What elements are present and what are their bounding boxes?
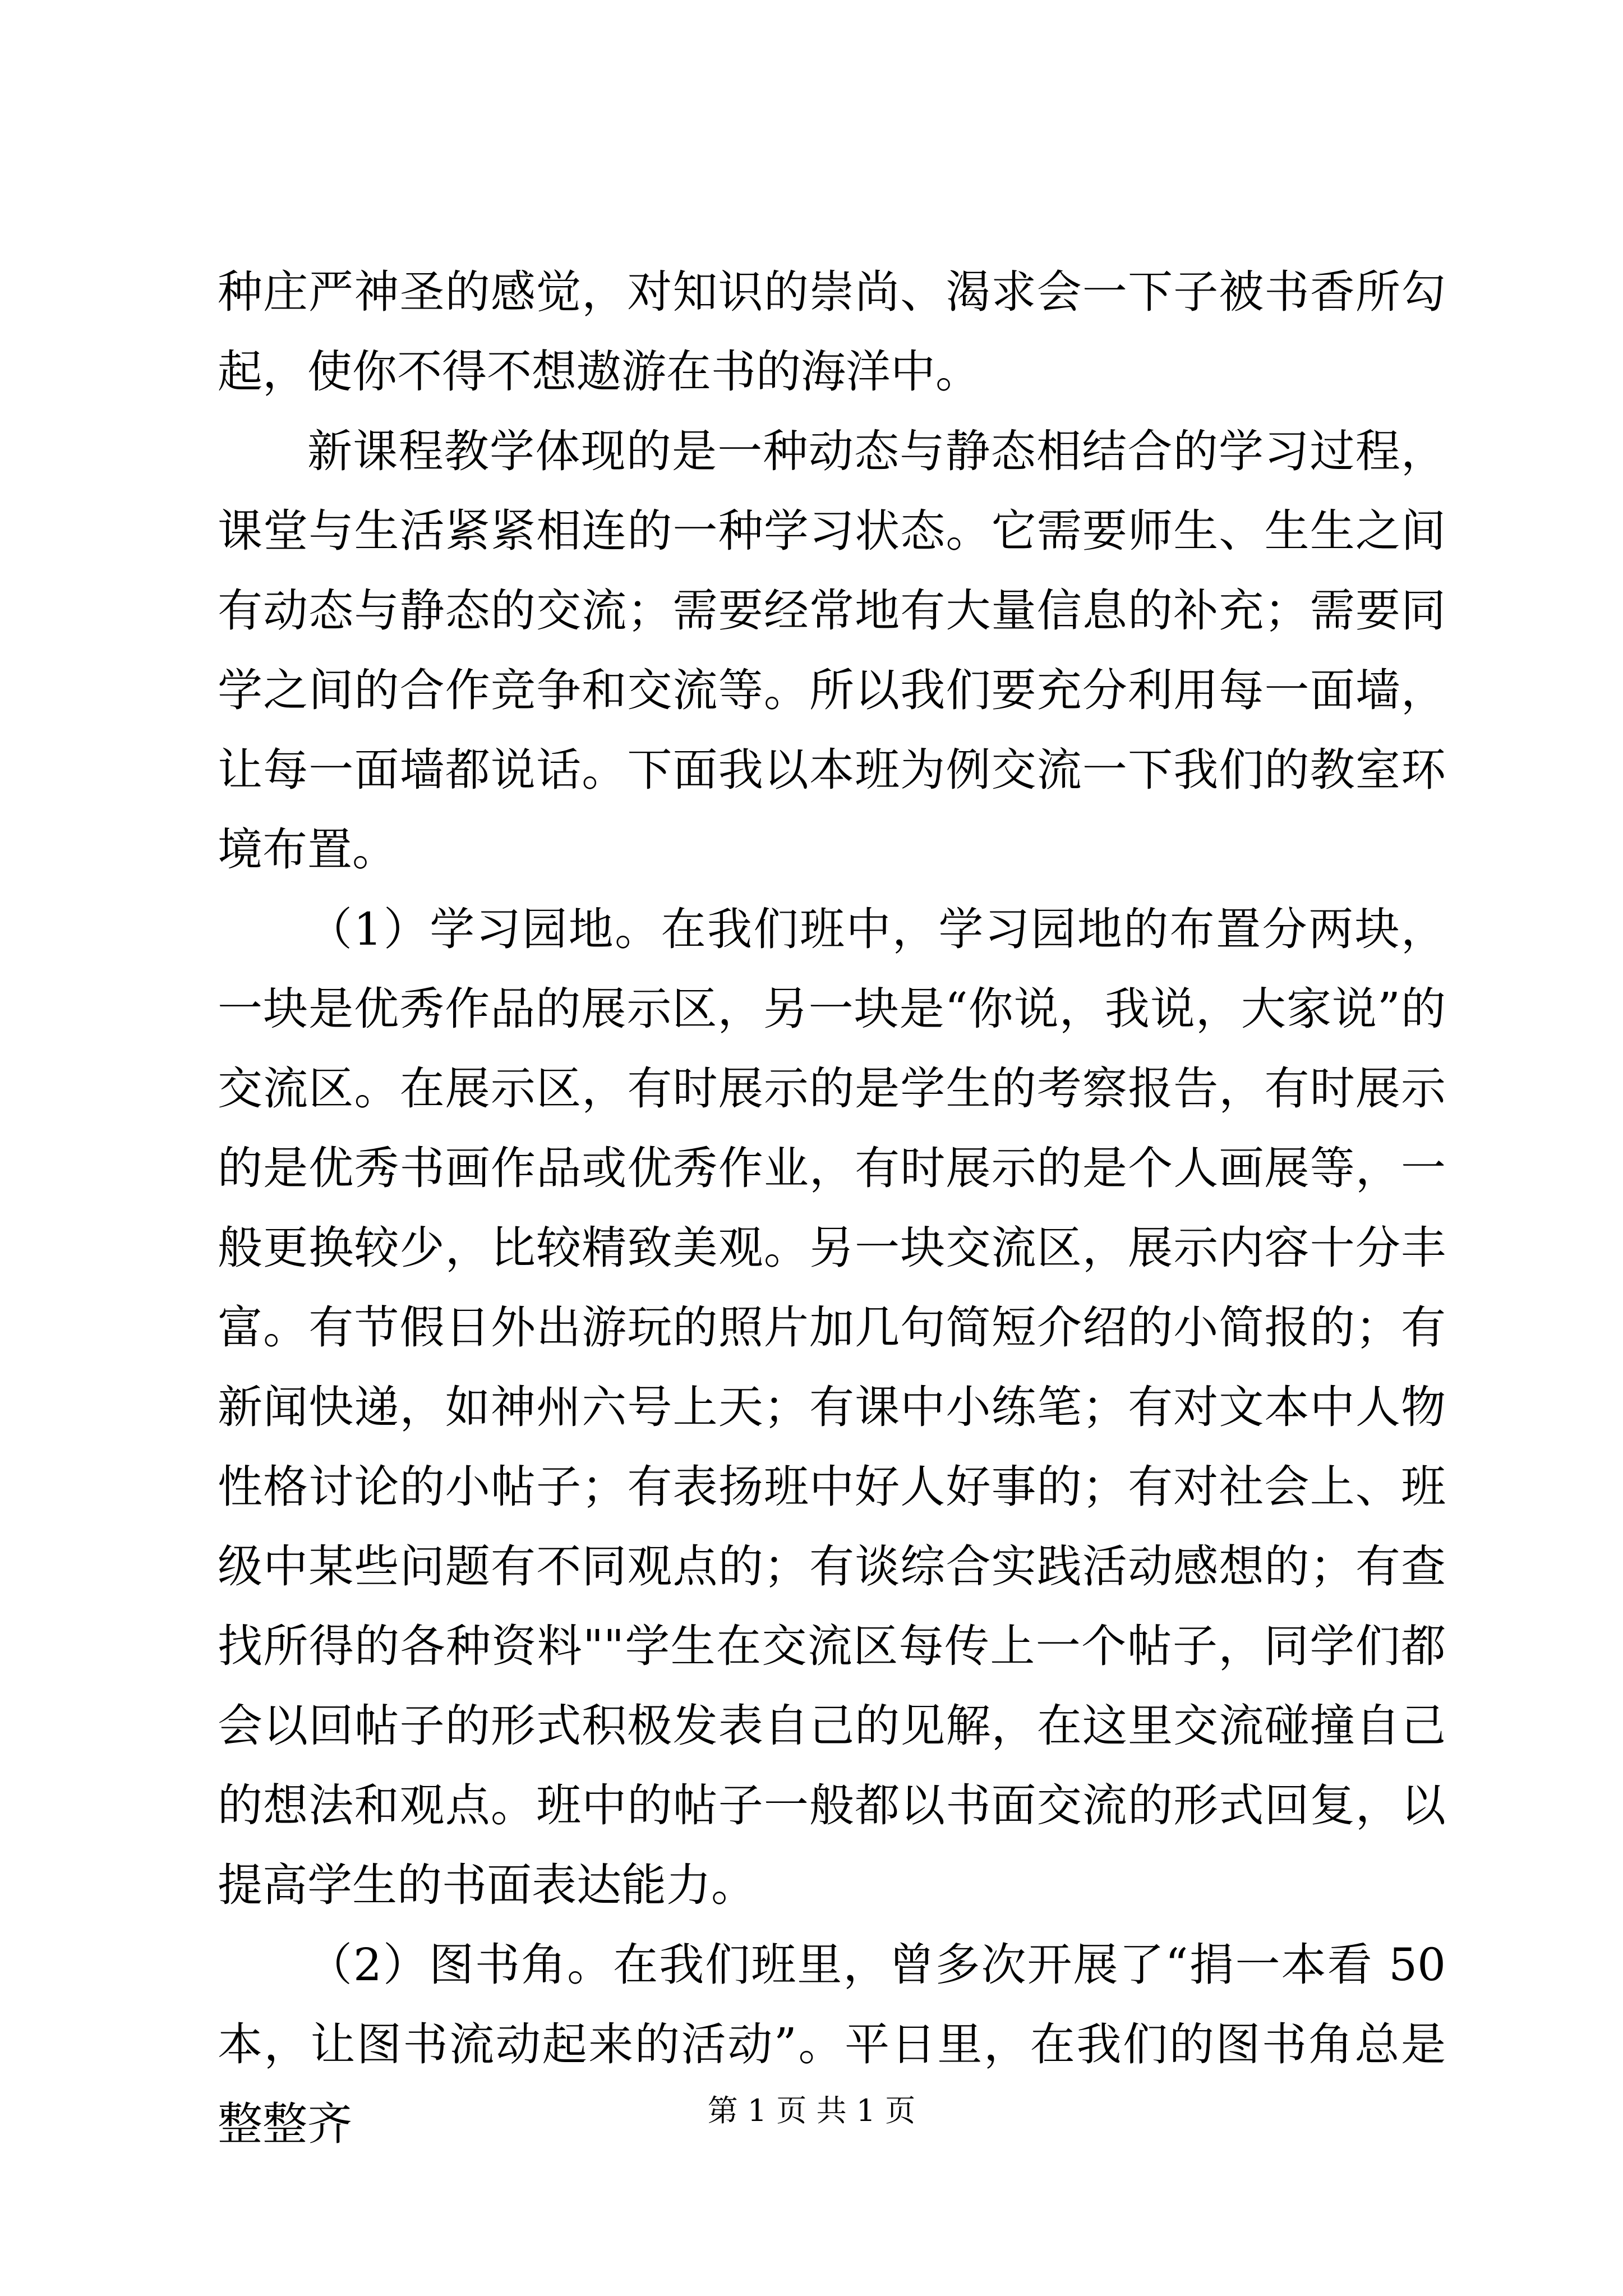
page-footer: 第 1 页 共 1 页 [707, 2093, 916, 2128]
paragraph-1: 种庄严神圣的感觉，对知识的崇尚、渴求会一下子被书香所勾起，使你不得不想遨游在书的海洋中。 [218, 266, 1446, 398]
paragraph-2: 新课程教学体现的是一种动态与静态相结合的学习过程，课堂与生活紧紧相连的一种学习状态。它需要师生、生生之间有动态与静态的交流；需要经常地有大量信息的补充；需要同学之间的合作竞争和交流等。所以我们要充分利用每一面墙，让每一面墙都说话。下面我以本班为例交流一下我们的教室环境布置。 [218, 425, 1446, 876]
document-body [218, 252, 1446, 2164]
paragraph-4: （2）图书角。在我们班里，曾多次开展了“捐一本看 50 本，让图书流动起来的活动”。平日里，在我们的图书角总是整整齐 [218, 1939, 1446, 2150]
paragraph-3: （1）学习园地。在我们班中，学习园地的布置分两块，一块是优秀作品的展示区，另一块是“你说，我说，大家说”的交流区。在展示区，有时展示的是学生的考察报告，有时展示的是优秀书画作品或优秀作业，有时展示的是个人画展等，一般更换较少，比较精致美观。另一块交流区，展示内容十分丰富。有节假日外出游玩的照片加几句简短介绍的小简报的；有新闻快递，如神州六号上天；有课中小练笔；有对文本中人物性格讨论的小帖子；有表扬班中好人好事的；有对社会上、班级中某些问题有不同观点的；有谈综合实践活动感想的；有查找所得的各种资料""学生在交流区每传上一个帖子，同学们都会以回帖子的形式积极发表自己的见解，在这里交流碰撞自己的想法和观点。班中的帖子一般都以书面交流的形式回复，以提高学生的书面表达能力。 [218, 903, 1446, 1911]
